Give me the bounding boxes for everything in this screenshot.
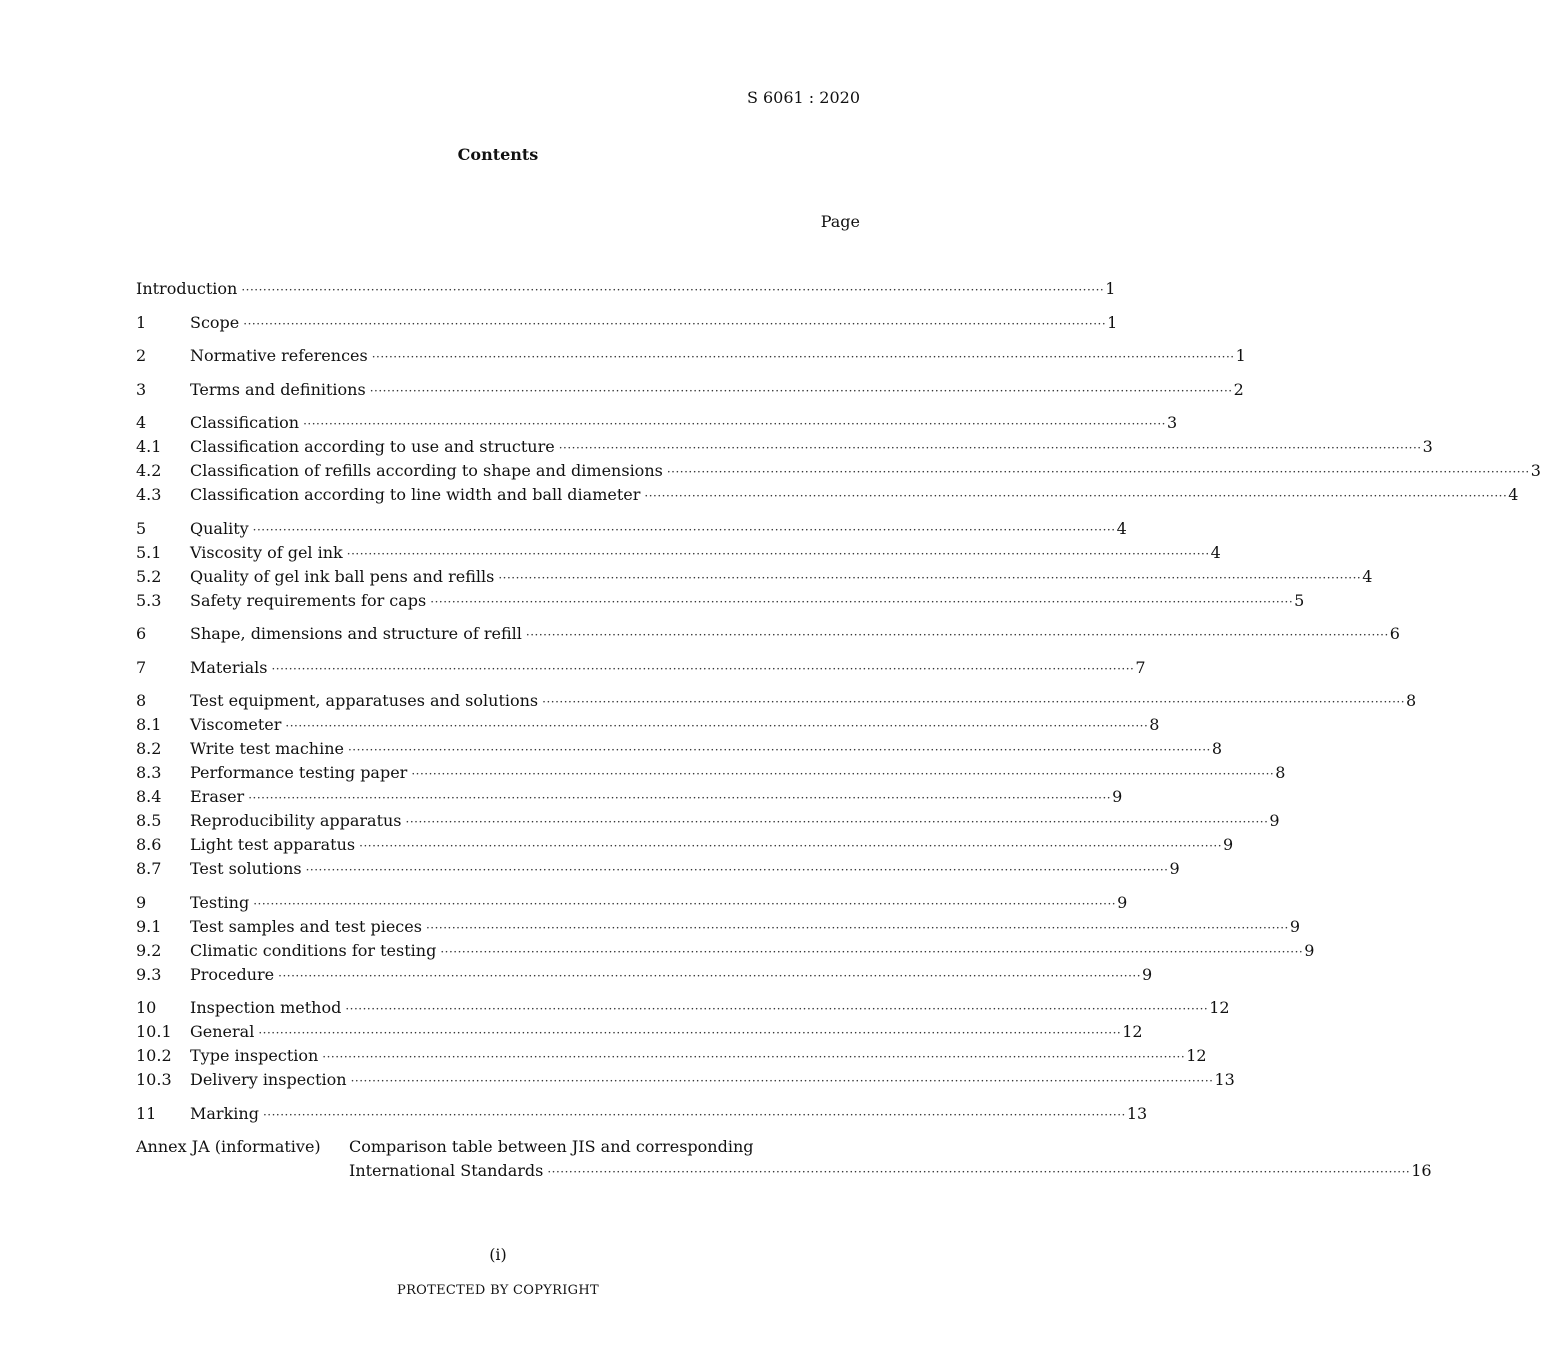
toc-entry-number: 10.3 [136,1070,172,1089]
toc-entry-page: 8 [1406,691,1417,710]
toc-entry-number: 3 [136,379,147,399]
leader-dots: ········································································································································································································ [346,546,1210,561]
toc-entry[interactable] [136,857,1180,881]
toc-entry-page: 13 [1126,1103,1148,1123]
leader-dots: ········································································································································································································ [271,661,1135,676]
toc-entry-number: 9 [136,892,147,912]
leader-dots: ········································································································································································································ [241,283,1105,297]
toc-entry[interactable] [136,891,1128,915]
toc-entry[interactable] [136,1020,1143,1044]
toc-entry[interactable] [136,833,1234,857]
toc-entry[interactable] [136,378,1244,402]
toc-entry-page: 1 [1235,346,1246,365]
annex-label: Annex JA (informative) [136,1137,321,1156]
toc-entry-number: 10.2 [136,1046,172,1065]
toc-entry-number: 10 [136,998,157,1017]
toc-entry-number: 8.5 [136,811,162,830]
toc-entry-page: 9 [1269,811,1280,830]
toc-entry-number: 6 [136,624,147,643]
toc-entry[interactable] [136,589,1305,613]
toc-entry-page: 9 [1289,916,1301,936]
toc-entry-number: 8.3 [136,763,162,782]
leader-dots: ········································································································································································································ [666,465,1530,479]
leader-dots: ········································································································································································································ [345,1002,1209,1016]
copyright-notice: PROTECTED BY COPYRIGHT [397,1283,599,1298]
leader-dots: ········································································································································································································ [253,896,1117,911]
annex-title-line1: Comparison table between JIS and corresponding [349,1137,754,1156]
toc-entry[interactable] [136,483,1519,507]
toc-entry[interactable] [136,622,1400,646]
toc-entry-title: Inspection method [190,998,342,1017]
toc-entry-page: 9 [1112,787,1123,806]
toc-entry[interactable] [136,915,1301,939]
toc-entry[interactable] [136,541,1221,565]
toc-entry-number: 4 [136,413,147,432]
table-of-contents [136,277,1541,1183]
toc-entry-number: 9.2 [136,940,162,960]
toc-entry-page: 9 [1169,859,1180,878]
toc-entry-page: 2 [1233,379,1244,399]
toc-entry[interactable] [136,311,1118,335]
toc-entry[interactable] [136,737,1223,761]
toc-entry-number: 1 [136,312,147,332]
toc-entry-title: Classification [190,413,300,432]
toc-entry-page: 9 [1142,964,1153,984]
toc-entry-title: Shape, dimensions and structure of refill [190,624,522,643]
leader-dots: ········································································································································································································ [285,719,1149,733]
toc-entry-title: Materials [190,657,268,677]
toc-entry-page: 9 [1117,892,1128,912]
toc-entry-page: 12 [1209,998,1230,1017]
toc-entry-title: Test samples and test pieces [190,916,422,936]
toc-entry[interactable] [136,459,1541,483]
toc-entry-title: General [190,1022,255,1041]
toc-annex-entry[interactable] [136,1135,1432,1183]
toc-entry-page: 3 [1422,437,1433,456]
toc-entry[interactable] [136,656,1146,680]
toc-entry-title: Reproducibility apparatus [190,811,402,830]
leader-dots: ········································································································································································································ [262,1107,1126,1122]
toc-entry-page: 1 [1105,279,1116,298]
toc-entry-title: Delivery inspection [190,1070,347,1089]
toc-entry-number: 5 [136,518,147,538]
leader-dots: ········································································································································································································ [359,839,1223,853]
toc-entry-title: Normative references [190,346,368,365]
toc-entry[interactable] [136,565,1373,589]
toc-entry[interactable] [136,344,1246,368]
toc-entry[interactable] [136,785,1123,809]
toc-entry[interactable] [136,411,1178,435]
document-code: S 6061 : 2020 [746,88,860,107]
toc-entry-page: 7 [1135,657,1146,677]
toc-entry-number: 8.1 [136,715,162,734]
toc-entry-number: 2 [136,346,147,365]
toc-entry-number: 8.4 [136,787,162,806]
toc-entry-page: 4 [1508,485,1519,504]
toc-entry[interactable] [136,689,1417,713]
toc-entry-number: 8 [136,691,147,710]
toc-entry-page: 8 [1275,763,1286,782]
leader-dots: ········································································································································································································ [322,1050,1186,1064]
toc-entry-number: 5.3 [136,590,162,610]
toc-entry-title: Introduction [136,279,238,298]
annex-page-number: 16 [1411,1161,1432,1180]
leader-dots: ········································································································································································································ [248,791,1112,805]
leader-dots: ········································································································································································································ [278,968,1142,983]
toc-entry-title: Light test apparatus [190,835,356,854]
leader-dots: ········································································································································································································ [405,815,1269,829]
toc-entry-title: Viscosity of gel ink [190,542,343,562]
leader-dots: ········································································································································································································ [430,594,1294,609]
toc-entry-title: Marking [190,1103,259,1123]
toc-entry-page: 8 [1211,739,1223,758]
toc-entry-page: 4 [1116,518,1127,538]
toc-entry-page: 5 [1294,590,1305,610]
leader-dots: ········································································································································································································ [498,570,1362,585]
toc-entry-number: 4.3 [136,485,162,504]
toc-entry-page: 9 [1304,940,1315,960]
leader-dots: ········································································································································································································ [243,316,1107,331]
toc-entry-title: Test solutions [190,859,302,878]
toc-entry-page: 13 [1214,1070,1235,1089]
toc-entry[interactable] [136,939,1315,963]
footer-page-number: (i) [489,1245,507,1264]
toc-entry-number: 9.3 [136,964,162,984]
toc-entry-number: 7 [136,657,147,677]
page-title: Contents [457,145,539,164]
toc-entry[interactable] [136,761,1286,785]
leader-dots: ········································································································································································································ [558,441,1422,455]
toc-entry-page: 3 [1530,461,1541,480]
toc-entry[interactable] [136,996,1230,1020]
toc-entry-title: Quality of gel ink ball pens and refills [190,566,495,586]
toc-entry-title: Classification according to line width and ball diameter [190,485,641,504]
toc-entry[interactable] [136,277,1116,301]
toc-entry-page: 9 [1223,835,1234,854]
toc-entry-title: Classification of refills according to shape and dimensions [190,461,663,480]
leader-dots: ········································································································································································································ [425,920,1289,935]
toc-entry[interactable] [136,809,1280,833]
toc-entry-page: 12 [1186,1046,1207,1065]
toc-entry-number: 10.1 [136,1022,172,1041]
leader-dots: ········································································································································································································ [440,944,1304,959]
toc-entry-title: Performance testing paper [190,763,408,782]
leader-dots: ········································································································································································································ [305,863,1169,877]
leader-dots: ········································································································································································································ [350,1074,1214,1088]
toc-entry-title: Eraser [190,787,245,806]
toc-entry-page: 4 [1362,566,1373,586]
leader-dots: ········································································································································································································ [369,383,1233,398]
page-column-label: Page [820,212,860,231]
toc-entry[interactable] [136,963,1153,987]
toc-entry-number: 8.7 [136,859,162,878]
toc-entry-title: Viscometer [190,715,282,734]
toc-entry-title: Procedure [190,964,275,984]
leader-dots: ········································································································································································································ [644,489,1508,503]
toc-entry-page: 4 [1210,542,1221,562]
toc-entry[interactable] [136,713,1160,737]
toc-entry-number: 5.2 [136,566,162,586]
toc-entry-title: Terms and definitions [190,379,366,399]
toc-entry-number: 8.6 [136,835,162,854]
toc-entry-title: Scope [190,312,240,332]
toc-entry-title: Write test machine [190,739,344,758]
toc-entry-title: Safety requirements for caps [190,590,427,610]
toc-entry-page: 3 [1166,413,1178,432]
leader-dots: ········································································································································································································ [542,695,1406,709]
toc-entry[interactable] [136,1044,1207,1068]
toc-entry[interactable] [136,517,1127,541]
toc-entry[interactable] [136,1068,1235,1092]
toc-entry-page: 8 [1149,715,1160,734]
toc-entry-title: Type inspection [190,1046,319,1065]
leader-dots: ········································································································································································································ [258,1026,1122,1040]
toc-entry-title: Quality [190,518,249,538]
toc-entry-title: Classification according to use and structure [190,437,555,456]
toc-entry-number: 5.1 [136,542,162,562]
toc-entry-title: Climatic conditions for testing [190,940,437,960]
toc-entry-title: Test equipment, apparatuses and solutions [190,691,539,710]
toc-entry-number: 9.1 [136,916,162,936]
toc-entry-number: 4.1 [136,437,162,456]
toc-entry-title: Testing [190,892,250,912]
leader-dots: ········································································································································································································ [371,350,1235,364]
toc-entry[interactable] [136,435,1433,459]
leader-dots: ········································································································································································································ [525,628,1389,642]
leader-dots: ········································································································································································································ [547,1165,1411,1179]
toc-entry-page: 12 [1122,1022,1143,1041]
toc-entry-number: 4.2 [136,461,162,480]
leader-dots: ········································································································································································································ [411,767,1275,781]
toc-entry-number: 8.2 [136,739,162,758]
leader-dots: ········································································································································································································ [252,522,1116,537]
leader-dots: ········································································································································································································ [303,417,1166,431]
toc-entry[interactable] [136,1102,1148,1126]
toc-entry-page: 6 [1389,624,1400,643]
toc-entry-page: 1 [1107,312,1118,332]
toc-entry-number: 11 [136,1103,157,1123]
leader-dots: ········································································································································································································ [347,743,1211,757]
annex-title-line2: International Standards [349,1161,544,1180]
